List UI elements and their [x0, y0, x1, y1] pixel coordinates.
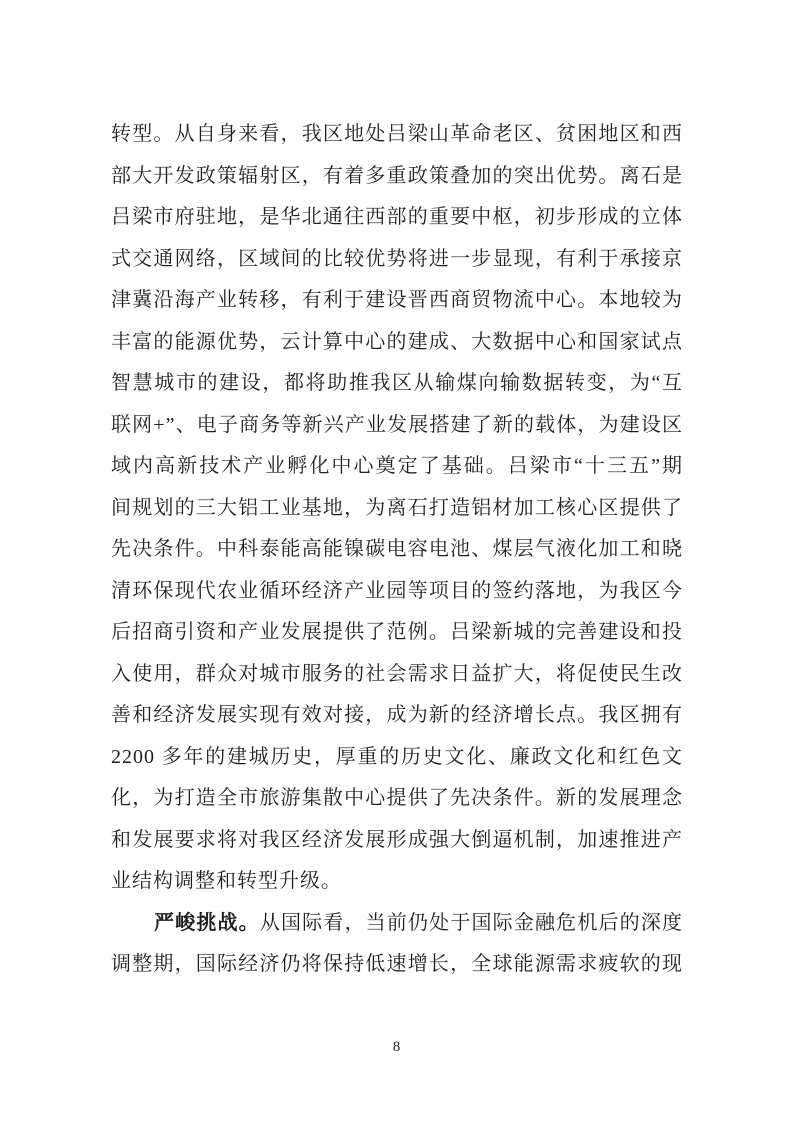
- text-line: 和发展要求将对我区经济发展形成强大倒逼机制，加速推进产: [111, 828, 683, 851]
- text-line: 清环保现代农业循环经济产业园等项目的签约落地，为我区今: [111, 579, 683, 602]
- text-line: 域内高新技术产业孵化中心奠定了基础。吕梁市“十三五”期: [111, 455, 683, 477]
- text-line: 2200 多年的建城历史，厚重的历史文化、廉政文化和红色文: [111, 745, 683, 768]
- text-line: 先决条件。中科泰能高能镍碳电容电池、煤层气液化加工和晓: [111, 538, 683, 560]
- document-body: [111, 114, 683, 986]
- paragraph: [111, 114, 683, 903]
- text-line: 部大开发政策辐射区，有着多重政策叠加的突出优势。离石是: [111, 164, 683, 187]
- text-line: 式交通网络，区域间的比较优势将进一步显现，有利于承接京: [111, 247, 683, 270]
- paragraph-lead-bold: 严峻挑战。: [154, 911, 260, 934]
- text-line: 善和经济发展实现有效对接，成为新的经济增长点。我区拥有: [111, 704, 683, 726]
- text-line: 严峻挑战。从国际看，当前仍处于国际金融危机后的深度: [154, 911, 683, 934]
- paragraph: [111, 903, 683, 986]
- page-number: 8: [392, 1039, 401, 1055]
- text-line: 津冀沿海产业转移，有利于建设晋西商贸物流中心。本地较为: [111, 289, 683, 311]
- text-line: 入使用，群众对城市服务的社会需求日益扩大，将促使民生改: [111, 662, 683, 685]
- text-line: 调整期，国际经济仍将保持低速增长，全球能源需求疲软的现: [111, 953, 683, 975]
- text-line: 联网+”、电子商务等新兴产业发展搭建了新的载体，为建设区: [111, 413, 683, 436]
- text-line: 化，为打造全市旅游集散中心提供了先决条件。新的发展理念: [111, 787, 683, 809]
- text-line: 业结构调整和转型升级。: [111, 870, 342, 892]
- text-line: 吕梁市府驻地，是华北通往西部的重要中枢，初步形成的立体: [111, 206, 683, 228]
- text-line: 后招商引资和产业发展提供了范例。吕梁新城的完善建设和投: [111, 621, 683, 643]
- text-line: 智慧城市的建设，都将助推我区从输煤向输数据转变，为“互: [111, 372, 683, 394]
- text-line: 丰富的能源优势，云计算中心的建成、大数据中心和国家试点: [111, 330, 683, 353]
- text-line: 间规划的三大铝工业基地，为离石打造铝材加工核心区提供了: [111, 496, 683, 519]
- text-line: 转型。从自身来看，我区地处吕梁山革命老区、贫困地区和西: [111, 123, 683, 145]
